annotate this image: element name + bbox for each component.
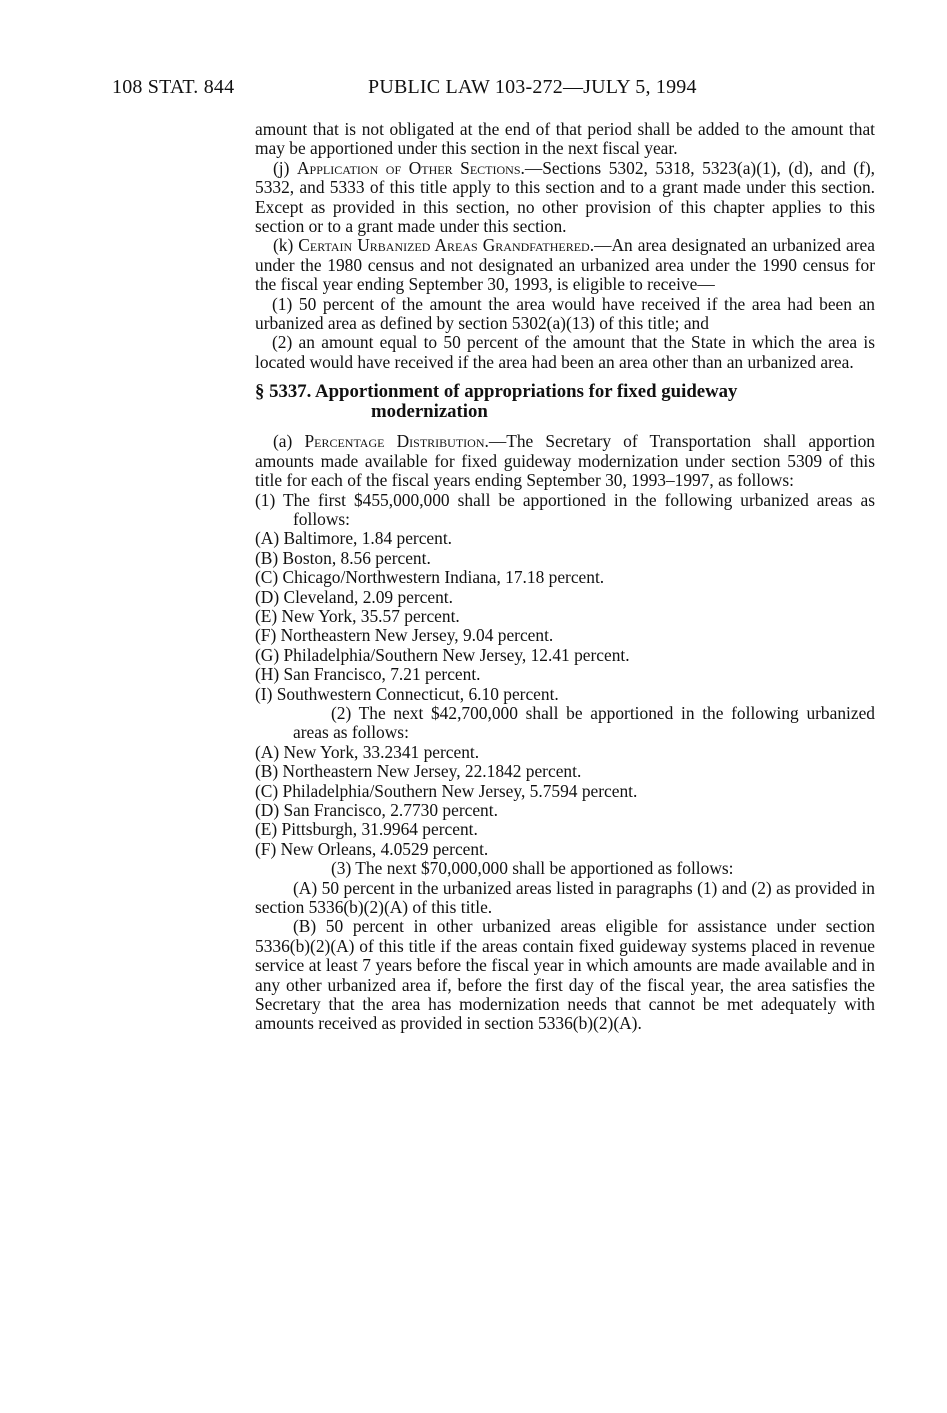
paragraph-3-item-a: (A) 50 percent in the urbanized areas listed in paragraphs (1) and (2) as provided in section 5336(b)(2)(A) of this title. — [255, 877, 875, 918]
subsection-a-label: (a) — [273, 431, 293, 452]
paragraph-1: (1) The first $455,000,000 shall be apportioned in the following urbanized areas as follows: — [255, 489, 875, 529]
section-number: § 5337. — [255, 381, 312, 403]
subsection-k-item-1-text: (1) 50 percent of the amount the area would have received if the area had been an urbanized area as defined by section 5302(a)(13) of this title; and — [255, 293, 875, 334]
section-heading — [255, 382, 875, 422]
subsection-k-item-2 — [255, 333, 875, 372]
paragraph-1-list — [255, 529, 875, 704]
list-item: (H) San Francisco, 7.21 percent. — [255, 664, 481, 685]
subsection-a-text: —The Secretary of Transportation shall apportion amounts made available for fixed guideway modernization under section 5309 of this title for each of the fiscal years ending September 30, 1993–1997, as follows: — [255, 431, 875, 491]
paragraph-2-list — [255, 743, 875, 859]
paragraph-2 — [293, 704, 875, 743]
list-item: (E) Pittsburgh, 31.9964 percent. — [255, 819, 478, 840]
paragraph-3: (3) The next $70,000,000 shall be apportioned as follows: — [331, 858, 734, 879]
subsection-k-item-1 — [255, 295, 875, 334]
paragraph-2-text: (2) The next $42,700,000 shall be apportioned in the following urbanized areas as follows: — [293, 702, 875, 743]
list-item: (C) Chicago/Northwestern Indiana, 17.18 percent. — [255, 567, 605, 588]
subsection-j-heading: Application of Other Sections. — [297, 157, 525, 178]
list-item: (F) New Orleans, 4.0529 percent. — [255, 838, 489, 859]
list-item: (C) Philadelphia/Southern New Jersey, 5.7594 percent. — [255, 780, 638, 801]
page-number-header: 108 STAT. 844 — [112, 76, 235, 98]
subsection-j-label: (j) — [273, 157, 290, 178]
list-item: (F) Northeastern New Jersey, 9.04 percent. — [255, 625, 554, 646]
document-body — [255, 120, 875, 1034]
subsection-k-heading: Certain Urbanized Areas Grandfathered. — [298, 235, 595, 256]
subsection-a — [255, 432, 875, 490]
list-item: (A) Baltimore, 1.84 percent. — [255, 528, 453, 549]
subsection-k — [255, 236, 875, 294]
list-item: (G) Philadelphia/Southern New Jersey, 12.41 percent. — [255, 644, 630, 665]
list-item: (E) New York, 35.57 percent. — [255, 605, 460, 626]
list-item: (D) Cleveland, 2.09 percent. — [255, 586, 453, 607]
subsection-k-item-2-text: (2) an amount equal to 50 percent of the amount that the State in which the area is located would have received if the area had been an area other than an urbanized area. — [255, 332, 875, 372]
list-item: (D) San Francisco, 2.7730 percent. — [255, 800, 498, 820]
subsection-k-label: (k) — [273, 235, 294, 256]
subsection-a-heading: Percentage Distribution. — [304, 431, 489, 452]
subsection-j — [255, 159, 875, 237]
subsection-k-text: —An area designated an urbanized area under the 1980 census and not designated an urbanized area under the 1990 census for the fiscal year ending September 30, 1993, is eligible to receive— — [255, 235, 875, 295]
section-title-line-2: modernization — [371, 401, 488, 423]
running-header: PUBLIC LAW 103-272—JULY 5, 1994 — [368, 76, 697, 98]
paragraph-3-item-b: (B) 50 percent in other urbanized areas eligible for assistance under section 5336(b)(2)(A) of this title if the areas contain fixed guideway systems placed in revenue service at least 7 years before the fiscal year in which amounts are made available and in any other urbanized area if, before the first day of the fiscal year, the area satisfies the Secretary that the area has modernization needs that cannot be met adequately with amounts received as provided in section 5336(b)(2)(A). — [255, 916, 875, 1034]
list-item: (A) New York, 33.2341 percent. — [255, 741, 480, 762]
list-item: (B) Northeastern New Jersey, 22.1842 percent. — [255, 761, 582, 782]
section-title-line-1: Apportionment of appropriations for fixed guideway — [315, 381, 738, 403]
intro-paragraph: amount that is not obligated at the end of that period shall be added to the amount that may be apportioned under this section in the next fiscal year. — [255, 119, 875, 159]
list-item: (I) Southwestern Connecticut, 6.10 percent. — [255, 683, 559, 704]
list-item: (B) Boston, 8.56 percent. — [255, 547, 431, 568]
subsection-j-text: —Sections 5302, 5318, 5323(a)(1), (d), and (f), 5332, and 5333 of this title apply to this section and to a grant made under this section. Except as provided in this section, no other provision of this chapter applies to this section or to a grant made under this section. — [255, 157, 875, 237]
